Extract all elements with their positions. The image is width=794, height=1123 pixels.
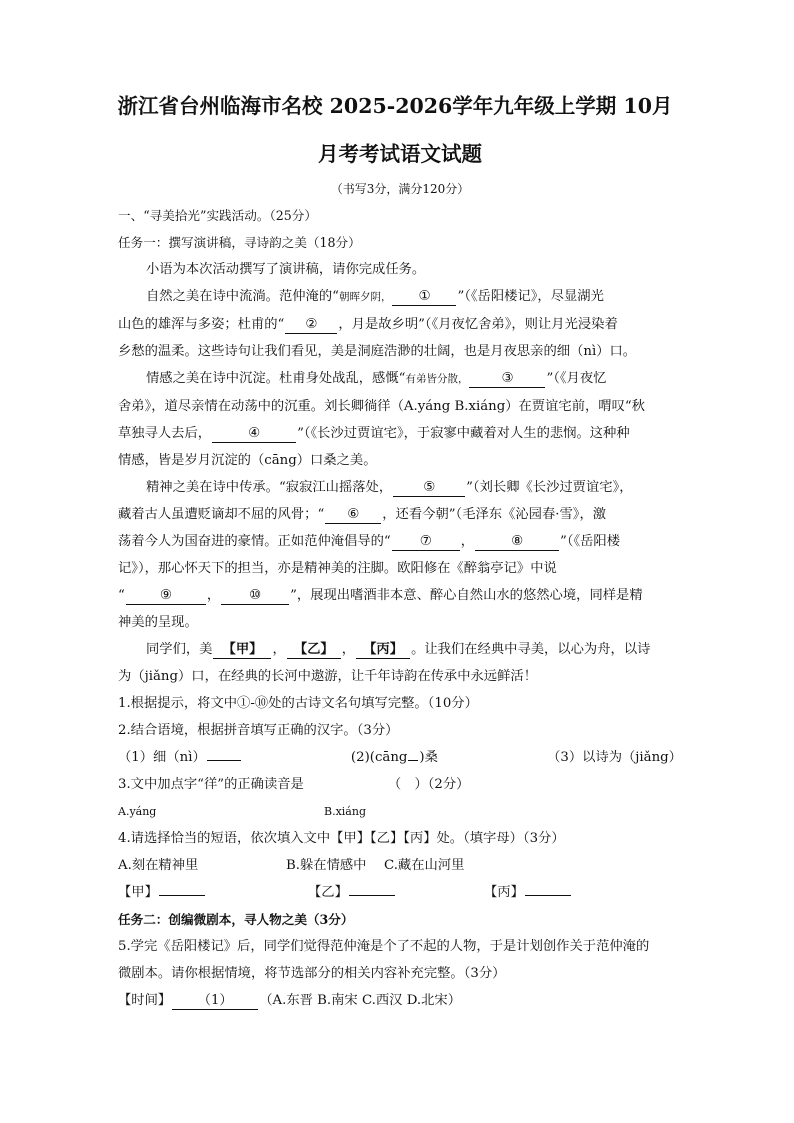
time-row xyxy=(118,987,682,1014)
blank-1[interactable]: ① xyxy=(392,288,456,306)
question-2: 2.结合语境，根据拼音填写正确的汉字。（3分） xyxy=(118,723,399,738)
p2-line2: 舍弟》，道尽亲情在动荡中的沉重。刘长卿徜徉（A.yáng B.xiáng）在贾谊宅前，喟叹“秋 xyxy=(118,399,645,414)
q4-option-b[interactable]: B.躲在情感中 xyxy=(286,858,367,873)
p3-line3: 荡着今人为国奋进的豪情。正如范仲淹倡导的“ ⑦ ， ⑧ ”（《岳阳楼 xyxy=(118,534,621,549)
q4-option-c[interactable]: C.藏在山河里 xyxy=(384,858,465,873)
fill-bing: 【丙】 xyxy=(484,879,572,906)
time-blank[interactable]: （1） xyxy=(172,992,258,1010)
q3-option-b[interactable]: B.xiáng xyxy=(324,805,366,818)
task1-heading: 任务一：撰写演讲稿，寻诗韵之美（18分） xyxy=(118,235,361,250)
p3-line2: 藏着古人虽遭贬谪却不屈的风骨；“ ⑥ ，还看今朝”（毛泽东《沁园春·雪》，激 xyxy=(118,507,607,522)
question-3-options xyxy=(118,798,682,825)
task2-heading: 任务二：创编微剧本，寻人物之美（3分） xyxy=(118,912,354,927)
blank-9[interactable]: ⑨ xyxy=(126,587,206,605)
p3-line4: 记》），那心怀天下的担当，亦是精神美的注脚。欧阳修在《醉翁亭记》中说 xyxy=(118,561,557,576)
fill-bing-blank[interactable] xyxy=(525,895,571,896)
exam-page xyxy=(118,92,682,1014)
intro-text: 小语为本次活动撰写了演讲稿，请你完成任务。 xyxy=(146,262,426,277)
exam-title-line1: 浙江省台州临海市名校 2025-2026学年九年级上学期 10月 xyxy=(117,94,673,118)
blank-3[interactable]: ③ xyxy=(469,370,545,388)
p3-line5: “ ⑨ ， ⑩ ”，展现出嗜酒非本意、醉心自然山水的悠然心境，同样是精 xyxy=(118,588,643,603)
question-4: 4.请选择恰当的短语，依次填入文中【甲】【乙】【丙】处。（填字母）（3分） xyxy=(118,831,565,846)
blank-yi[interactable]: 【乙】 xyxy=(287,641,341,659)
fill-jia: 【甲】 xyxy=(118,879,308,906)
fill-yi: 【乙】 xyxy=(308,879,484,906)
blank-2[interactable]: ② xyxy=(285,316,337,334)
p2-line4: 情感，皆是岁月沉淀的（cāng）口桑之美。 xyxy=(118,453,377,468)
question-3: 3.文中加点字“徉”的正确读音是 （ ）（2分） xyxy=(118,777,470,792)
p3-line1: 精神之美在诗中传承。“寂寂江山摇落处， ⑤ ”（刘长卿《长沙过贾谊宅》， xyxy=(146,480,633,495)
q2-blank-1[interactable] xyxy=(207,760,241,761)
question-4-options xyxy=(118,852,682,879)
p3-line6: 神美的呈现。 xyxy=(118,615,198,630)
time-label: 【时间】 xyxy=(118,993,172,1008)
p4-line1: 同学们，美 【甲】 ， 【乙】 ， 【丙】 。让我们在经典中寻美，以心为舟，以诗 xyxy=(146,642,651,657)
q2-item-3: （3）以诗为（jiǎng） xyxy=(547,750,682,765)
p4-line2: 为（jiǎng）口，在经典的长河中遨游，让千年诗韵在传承中永远鲜活！ xyxy=(118,669,537,684)
blank-bing[interactable]: 【丙】 xyxy=(356,641,410,659)
p1-line2: 山色的雄浑与多姿；杜甫的“ ② ，月是故乡明”（《月夜忆舍弟》，则让月光浸染着 xyxy=(118,317,618,332)
q2-item-2: (2)(cāng )桑 xyxy=(350,750,438,765)
question-5-line1: 5.学完《岳阳楼记》后，同学们觉得范仲淹是个了不起的人物，于是计划创作关于范仲淹的 xyxy=(118,939,650,954)
question-1: 1.根据提示，将文中①-⑩处的古诗文名句填写完整。（10分） xyxy=(118,696,478,711)
p1-line3: 乡愁的温柔。这些诗句让我们看见，美是洞庭浩渺的壮阔，也是月夜思亲的细（nì）口。 xyxy=(118,344,637,359)
blank-4[interactable]: ④ xyxy=(212,425,296,443)
blank-7[interactable]: ⑦ xyxy=(392,533,460,551)
question-4-fill xyxy=(118,879,682,906)
fill-jia-blank[interactable] xyxy=(159,895,205,896)
section-heading: 一、“寻美拾光”实践活动。（25分） xyxy=(118,208,317,223)
fill-yi-blank[interactable] xyxy=(349,895,395,896)
q2-blank-2[interactable] xyxy=(408,760,418,761)
q2-item-1: （1）细（nì） xyxy=(118,744,242,771)
p2-line3: 草独寻人去后， ④ ”（《长沙过贾谊宅》，于寂寥中藏着对人生的悲悯。这种种 xyxy=(118,426,630,441)
q3-option-a[interactable]: A.yáng xyxy=(118,805,157,818)
q4-option-a[interactable]: A.刻在精神里 xyxy=(118,858,199,873)
blank-10[interactable]: ⑩ xyxy=(221,587,289,605)
blank-5[interactable]: ⑤ xyxy=(393,479,465,497)
exam-title-line2: 月考考试语文试题 xyxy=(318,142,482,166)
blank-jia[interactable]: 【甲】 xyxy=(213,641,271,659)
p2-line1: 情感之美在诗中沉淀。杜甫身处战乱，感慨“有弟皆分散， ③ ”（《月夜忆 xyxy=(146,371,607,386)
blank-6[interactable]: ⑥ xyxy=(325,506,381,524)
blank-8[interactable]: ⑧ xyxy=(475,533,559,551)
question-2-items xyxy=(118,744,682,771)
time-options: （A.东晋 B.南宋 C.西汉 D.北宋） xyxy=(259,993,462,1008)
question-5-line2: 微剧本。请你根据情境，将节选部分的相关内容补充完整。（3分） xyxy=(118,966,506,981)
p1-line1: 自然之美在诗中流淌。范仲淹的“朝晖夕阴， ① ”（《岳阳楼记》，尽显湖光 xyxy=(146,289,604,304)
score-note: （书写3分，满分120分） xyxy=(330,182,470,196)
